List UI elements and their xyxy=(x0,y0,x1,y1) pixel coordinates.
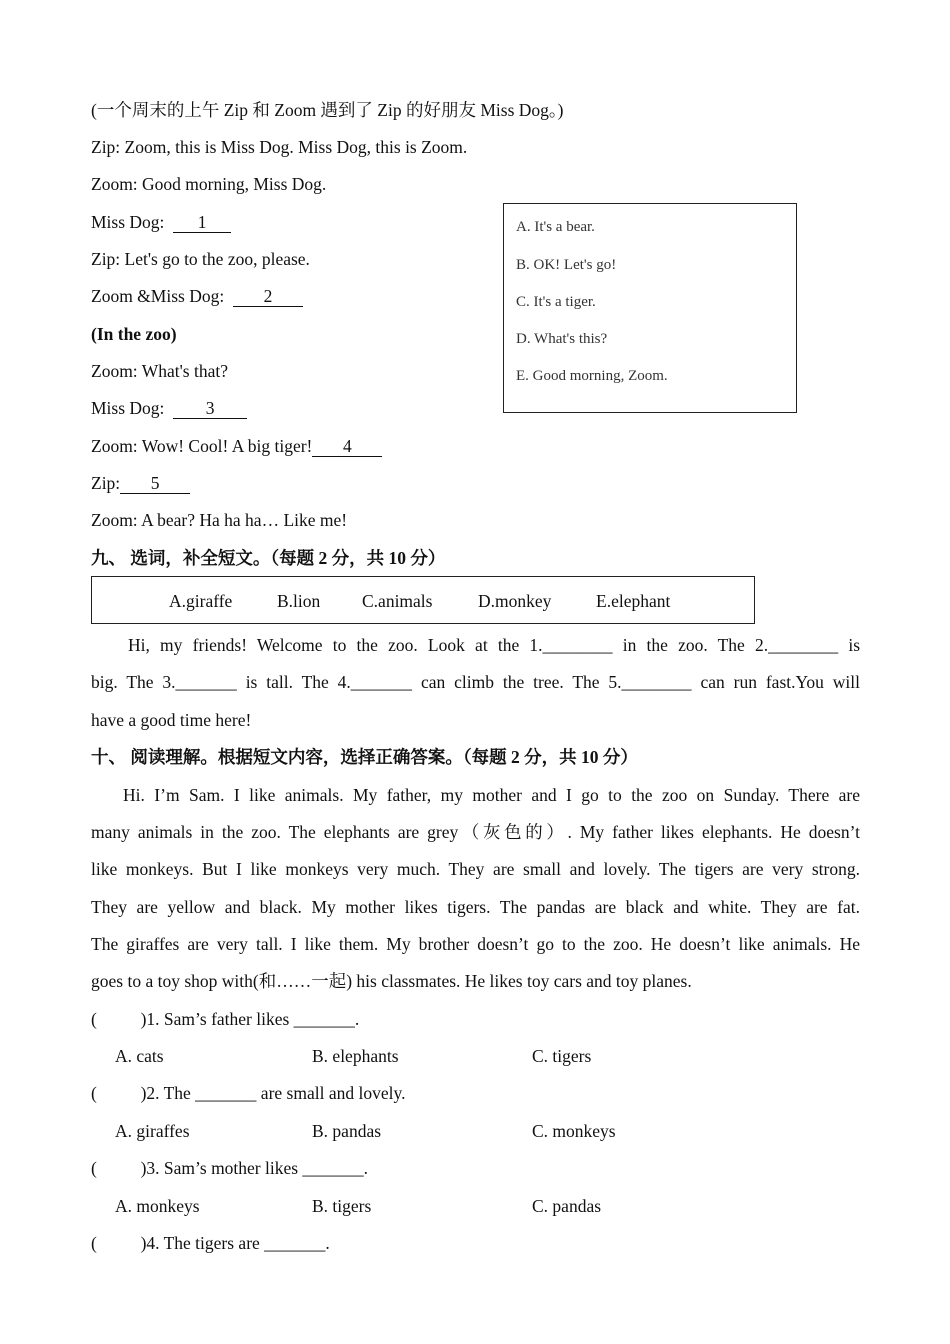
reading-paragraph-line: like monkeys. But I like monkeys very much. They are small and lovely. The tigers are very strong. xyxy=(91,859,860,879)
question-stem: ( )1. Sam’s father likes _______. xyxy=(91,1009,360,1029)
cloze-paragraph-line: Hi, my friends! Welcome to the zoo. Look at the 1.________ in the zoo. The 2.________ is xyxy=(128,635,860,655)
answer-blank-3[interactable]: 3 xyxy=(173,398,247,419)
line-text: Zoom: Wow! Cool! A big tiger! xyxy=(91,436,313,456)
answer-blank-1[interactable]: 1 xyxy=(173,212,231,233)
dialogue-line: Zoom: Good morning, Miss Dog. xyxy=(91,174,327,194)
dialogue-intro: (一个周末的上午 Zip 和 Zoom 遇到了 Zip 的好朋友 Miss Dog。) xyxy=(91,100,564,120)
option-b: B. OK! Let's go! xyxy=(516,257,617,273)
reading-paragraph-line: many animals in the zoo. The elephants are grey（灰色的）. My father likes elephants. He doesn’t xyxy=(91,822,860,842)
reading-paragraph-line: They are yellow and black. My mother likes tigers. The pandas are black and white. They are fat. xyxy=(91,897,860,917)
dialogue-line xyxy=(91,396,247,420)
speaker: Miss Dog: xyxy=(91,212,165,232)
word-bank-box xyxy=(91,576,755,624)
word-option: E.elephant xyxy=(596,591,671,611)
option-c: C. It's a tiger. xyxy=(516,294,596,310)
section-10-title: 十、 阅读理解。根据短文内容，选择正确答案。（每题 2 分，共 10 分） xyxy=(91,747,638,767)
word-option: C.animals xyxy=(362,591,433,611)
reading-paragraph-line: goes to a toy shop with(和……一起) his classmates. He likes toy cars and toy planes. xyxy=(91,971,692,991)
speaker: Miss Dog: xyxy=(91,398,165,418)
reading-paragraph-line: Hi. I’m Sam. I like animals. My father, my mother and I go to the zoo on Sunday. There are xyxy=(123,785,860,805)
choice-b[interactable]: B. pandas xyxy=(312,1121,382,1141)
reading-paragraph-line: The giraffes are very tall. I like them. My brother doesn’t go to the zoo. He doesn’t like animals. He xyxy=(91,934,860,954)
question-stem: ( )2. The _______ are small and lovely. xyxy=(91,1083,406,1103)
dialogue-line: Zip: Let's go to the zoo, please. xyxy=(91,249,310,269)
option-d: D. What's this? xyxy=(516,331,608,347)
dialogue-line: Zoom: A bear? Ha ha ha… Like me! xyxy=(91,510,348,530)
dialogue-line xyxy=(91,210,231,234)
options-box xyxy=(503,203,797,413)
section-9-title: 九、 选词，补全短文。（每题 2 分，共 10 分） xyxy=(91,548,446,568)
choice-c[interactable]: C. pandas xyxy=(532,1196,602,1216)
answer-blank-2[interactable]: 2 xyxy=(233,286,303,307)
dialogue-line xyxy=(91,434,382,458)
word-option: D.monkey xyxy=(478,591,552,611)
choice-a[interactable]: A. monkeys xyxy=(115,1196,200,1216)
dialogue-line: Zoom: What's that? xyxy=(91,361,228,381)
cloze-paragraph-line: big. The 3._______ is tall. The 4._______ can climb the tree. The 5.________ can run fast.You will xyxy=(91,672,860,692)
choice-a[interactable]: A. giraffes xyxy=(115,1121,190,1141)
choice-c[interactable]: C. tigers xyxy=(532,1046,592,1066)
speaker: Zoom &Miss Dog: xyxy=(91,286,225,306)
word-option: B.lion xyxy=(277,591,321,611)
speaker: Zip: xyxy=(91,473,121,493)
question-stem: ( )3. Sam’s mother likes _______. xyxy=(91,1158,369,1178)
dialogue-line xyxy=(91,284,303,308)
option-e: E. Good morning, Zoom. xyxy=(516,368,668,384)
dialogue-line: Zip: Zoom, this is Miss Dog. Miss Dog, this is Zoom. xyxy=(91,137,468,157)
question-stem: ( )4. The tigers are _______. xyxy=(91,1233,330,1253)
answer-blank-5[interactable]: 5 xyxy=(120,473,190,494)
answer-blank-4[interactable]: 4 xyxy=(312,436,382,457)
dialogue-line xyxy=(91,471,190,495)
scene-label: (In the zoo) xyxy=(91,324,177,344)
choice-b[interactable]: B. tigers xyxy=(312,1196,372,1216)
choice-c[interactable]: C. monkeys xyxy=(532,1121,616,1141)
word-option: A.giraffe xyxy=(169,591,233,611)
choice-b[interactable]: B. elephants xyxy=(312,1046,399,1066)
option-a: A. It's a bear. xyxy=(516,219,595,235)
choice-a[interactable]: A. cats xyxy=(115,1046,164,1066)
cloze-paragraph-line: have a good time here! xyxy=(91,710,252,730)
